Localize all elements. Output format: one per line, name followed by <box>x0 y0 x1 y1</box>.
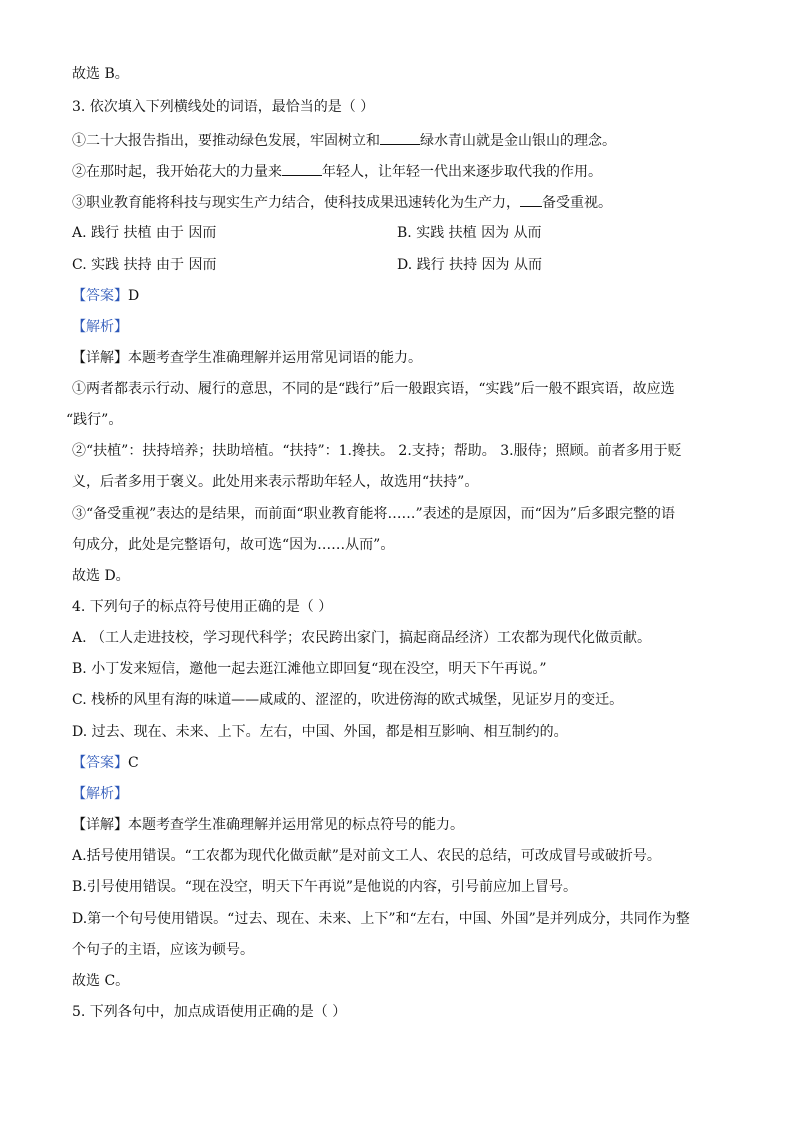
question-3-sentence-3 <box>72 192 732 213</box>
q3-explanation-2a: ②“扶植”：扶持培养；扶助培植。“扶持”：1.搀扶。 2.支持；帮助。 3.服侍；照顾。前者多用于贬 <box>72 443 682 459</box>
analysis-tag: 【解析】 <box>72 786 128 802</box>
blank-line <box>380 130 420 145</box>
detail-text: 本题考查学生准确理解并运用常见的标点符号的能力。 <box>128 817 464 833</box>
question-3-sentence-2 <box>72 161 732 182</box>
blank-line <box>282 161 322 176</box>
q4-answer <box>72 753 732 773</box>
conclusion-q2: 故选 B。 <box>72 66 129 82</box>
q4-option-a: A. （工人走进技校，学习现代科学；农民跨出家门，搞起商品经济）工农都为现代化做贡献。 <box>72 630 652 646</box>
sentence-1-part-a: ①二十大报告指出，要推动绿色发展，牢固树立和 <box>72 133 380 149</box>
q4-option-b: B. 小丁发来短信，邀他一起去逛江滩他立即回复“现在没空，明天下午再说。” <box>72 661 547 677</box>
blank-line <box>520 192 542 207</box>
q3-option-c: C. 实践 扶持 由于 因而 <box>72 257 217 273</box>
q3-option-a: A. 践行 扶植 由于 因而 <box>72 225 217 241</box>
q3-detail <box>72 348 732 368</box>
q4-explanation-b: B.引号使用错误。“现在没空，明天下午再说”是他说的内容，引号前应加上冒号。 <box>72 879 578 895</box>
sentence-2-part-b: 年轻人，让年轻一代出来逐步取代我的作用。 <box>322 164 602 180</box>
q4-option-d: D. 过去、现在、未来、上下。左右，中国、外国，都是相互影响、相互制约的。 <box>72 724 568 740</box>
q3-answer <box>72 286 732 306</box>
q4-explanation-d-2: 个句子的主语，应该为顿号。 <box>72 942 254 958</box>
answer-value: C <box>128 755 139 771</box>
q4-explanation-a: A.括号使用错误。“工农都为现代化做贡献”是对前文工人、农民的总结，可改成冒号或破折号。 <box>72 848 661 864</box>
q3-explanation-2b: 义，后者多用于褒义。此处用来表示帮助年轻人，故选用“扶持”。 <box>72 474 479 490</box>
q3-explanation-1a: ①两者都表示行动、履行的意思，不同的是“践行”后一般跟宾语，“实践”后一般不跟宾语，故应选 <box>72 381 675 397</box>
q4-conclusion: 故选 C。 <box>72 973 130 989</box>
q4-analysis-tag <box>72 784 732 804</box>
q3-conclusion: 故选 D。 <box>72 568 130 584</box>
q3-analysis-tag <box>72 317 732 337</box>
sentence-3-part-a: ③职业教育能将科技与现实生产力结合，使科技成果迅速转化为生产力， <box>72 195 520 211</box>
question-3-stem: 3. 依次填入下列横线处的词语，最恰当的是（ ） <box>72 99 375 115</box>
q4-explanation-d-1: D.第一个句号使用错误。“过去、现在、未来、上下”和“左右，中国、外国”是并列成分，共同作为整 <box>72 911 690 927</box>
q3-option-d: D. 践行 扶持 因为 从而 <box>397 257 542 273</box>
answer-value: D <box>128 288 140 304</box>
sentence-1-part-b: 绿水青山就是金山银山的理念。 <box>420 133 616 149</box>
detail-tag: 【详解】 <box>72 350 128 366</box>
question-4-stem: 4. 下列句子的标点符号使用正确的是（ ） <box>72 599 333 615</box>
sentence-3-part-b: 备受重视。 <box>542 195 612 211</box>
answer-tag: 【答案】 <box>72 288 128 304</box>
answer-tag: 【答案】 <box>72 755 128 771</box>
q3-explanation-1b: “践行”。 <box>66 412 123 428</box>
sentence-2-part-a: ②在那时起，我开始花大的力量来 <box>72 164 282 180</box>
detail-text: 本题考查学生准确理解并运用常见词语的能力。 <box>128 350 422 366</box>
question-5-stem: 5. 下列各句中，加点成语使用正确的是（ ） <box>72 1004 347 1020</box>
q3-option-b: B. 实践 扶植 因为 从而 <box>397 225 542 241</box>
q4-option-c: C. 栈桥的风里有海的味道——咸咸的、涩涩的，吹进傍海的欧式城堡，见证岁月的变迁。 <box>72 692 624 708</box>
detail-tag: 【详解】 <box>72 817 128 833</box>
q3-explanation-3b: 句成分，此处是完整语句，故可选“因为……从而”。 <box>72 537 395 553</box>
analysis-tag: 【解析】 <box>72 319 128 335</box>
q4-detail <box>72 815 732 835</box>
question-3-sentence-1 <box>72 130 732 151</box>
q3-explanation-3a: ③“备受重视”表达的是结果，而前面“职业教育能将……”表述的是原因，而“因为”后多跟完整的语 <box>72 506 675 522</box>
